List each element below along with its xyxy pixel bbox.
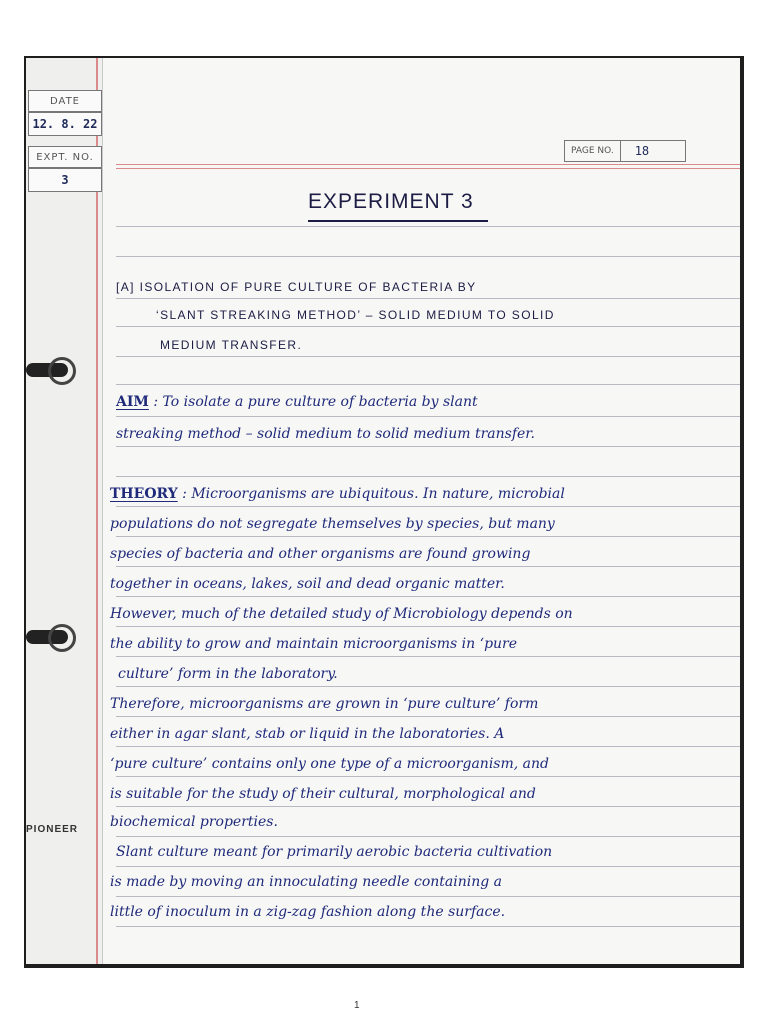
theory-line: is made by moving an innoculating needle containing a xyxy=(110,874,503,890)
ruled-line xyxy=(116,446,740,447)
binder-ring xyxy=(26,630,68,644)
expt-value: 3 xyxy=(28,168,102,192)
theory-line: is suitable for the study of their cultural, morphological and xyxy=(110,786,536,802)
ruled-line xyxy=(116,716,740,717)
ruled-line xyxy=(116,506,740,507)
theory-text: : Microorganisms are ubiquitous. In nature, microbial xyxy=(182,486,565,502)
header-red-rule xyxy=(116,168,740,169)
ruled-line xyxy=(116,626,740,627)
theory-line: populations do not segregate themselves by species, but many xyxy=(110,516,555,532)
ruled-line xyxy=(116,926,740,927)
title-underline xyxy=(308,220,488,222)
theory-line: the ability to grow and maintain microorganisms in ‘pure xyxy=(110,636,518,652)
ruled-line xyxy=(116,836,740,837)
section-a-line: [A] ISOLATION OF PURE CULTURE OF BACTERIA BY xyxy=(116,280,477,294)
theory-label: THEORY xyxy=(110,486,178,502)
page-no-box xyxy=(564,140,686,162)
theory-line: Therefore, microorganisms are grown in ‘pure culture’ form xyxy=(110,696,539,712)
aim-text: : To isolate a pure culture of bacteria by slant xyxy=(153,394,478,410)
ruled-line xyxy=(116,776,740,777)
aim-line: streaking method – solid medium to solid medium transfer. xyxy=(116,426,535,442)
binder-ring xyxy=(26,363,68,377)
date-value: 12. 8. 22 xyxy=(28,112,102,136)
footer-page-number: 1 xyxy=(354,1000,360,1011)
expt-label: EXPT. NO. xyxy=(28,146,102,168)
theory-line: biochemical properties. xyxy=(110,814,278,830)
aim-label: AIM xyxy=(116,394,149,410)
ruled-line xyxy=(116,384,740,385)
ruled-line xyxy=(116,686,740,687)
ruled-line xyxy=(116,656,740,657)
page-no-value: 18 xyxy=(634,144,650,158)
date-label: DATE xyxy=(28,90,102,112)
ruled-line xyxy=(116,596,740,597)
theory-line: Slant culture meant for primarily aerobic bacteria cultivation xyxy=(116,844,553,860)
ruled-line xyxy=(116,326,740,327)
brand-logo-text: PIONEER xyxy=(26,824,79,835)
theory-line: ‘pure culture’ contains only one type of a microorganism, and xyxy=(110,756,549,772)
ruled-line xyxy=(116,416,740,417)
page-title: EXPERIMENT 3 xyxy=(308,190,474,213)
header-red-rule xyxy=(116,164,740,165)
section-a-line: ‘SLANT STREAKING METHOD’ – SOLID MEDIUM TO SOLID xyxy=(156,308,555,322)
aim-line xyxy=(116,394,478,410)
theory-line: species of bacteria and other organisms are found growing xyxy=(110,546,531,562)
ruled-line xyxy=(116,356,740,357)
ruled-line xyxy=(116,298,740,299)
ruled-line xyxy=(116,566,740,567)
notebook-page xyxy=(26,58,740,964)
theory-line: little of inoculum in a zig-zag fashion along the surface. xyxy=(110,904,506,920)
ruled-line xyxy=(116,746,740,747)
theory-line xyxy=(110,486,565,502)
page-no-label: PAGE NO. xyxy=(565,141,621,161)
ruled-line xyxy=(116,226,740,227)
theory-line: together in oceans, lakes, soil and dead organic matter. xyxy=(110,576,505,592)
theory-line: culture’ form in the laboratory. xyxy=(118,666,338,682)
theory-line: either in agar slant, stab or liquid in the laboratories. A xyxy=(110,726,505,742)
ruled-line xyxy=(116,806,740,807)
ruled-line xyxy=(116,476,740,477)
ruled-line xyxy=(116,896,740,897)
ruled-line xyxy=(116,536,740,537)
margin-red-line xyxy=(96,58,98,964)
theory-line: However, much of the detailed study of Microbiology depends on xyxy=(110,606,573,622)
ruled-line xyxy=(116,256,740,257)
ruled-line xyxy=(116,866,740,867)
section-a-line: MEDIUM TRANSFER. xyxy=(160,338,303,352)
